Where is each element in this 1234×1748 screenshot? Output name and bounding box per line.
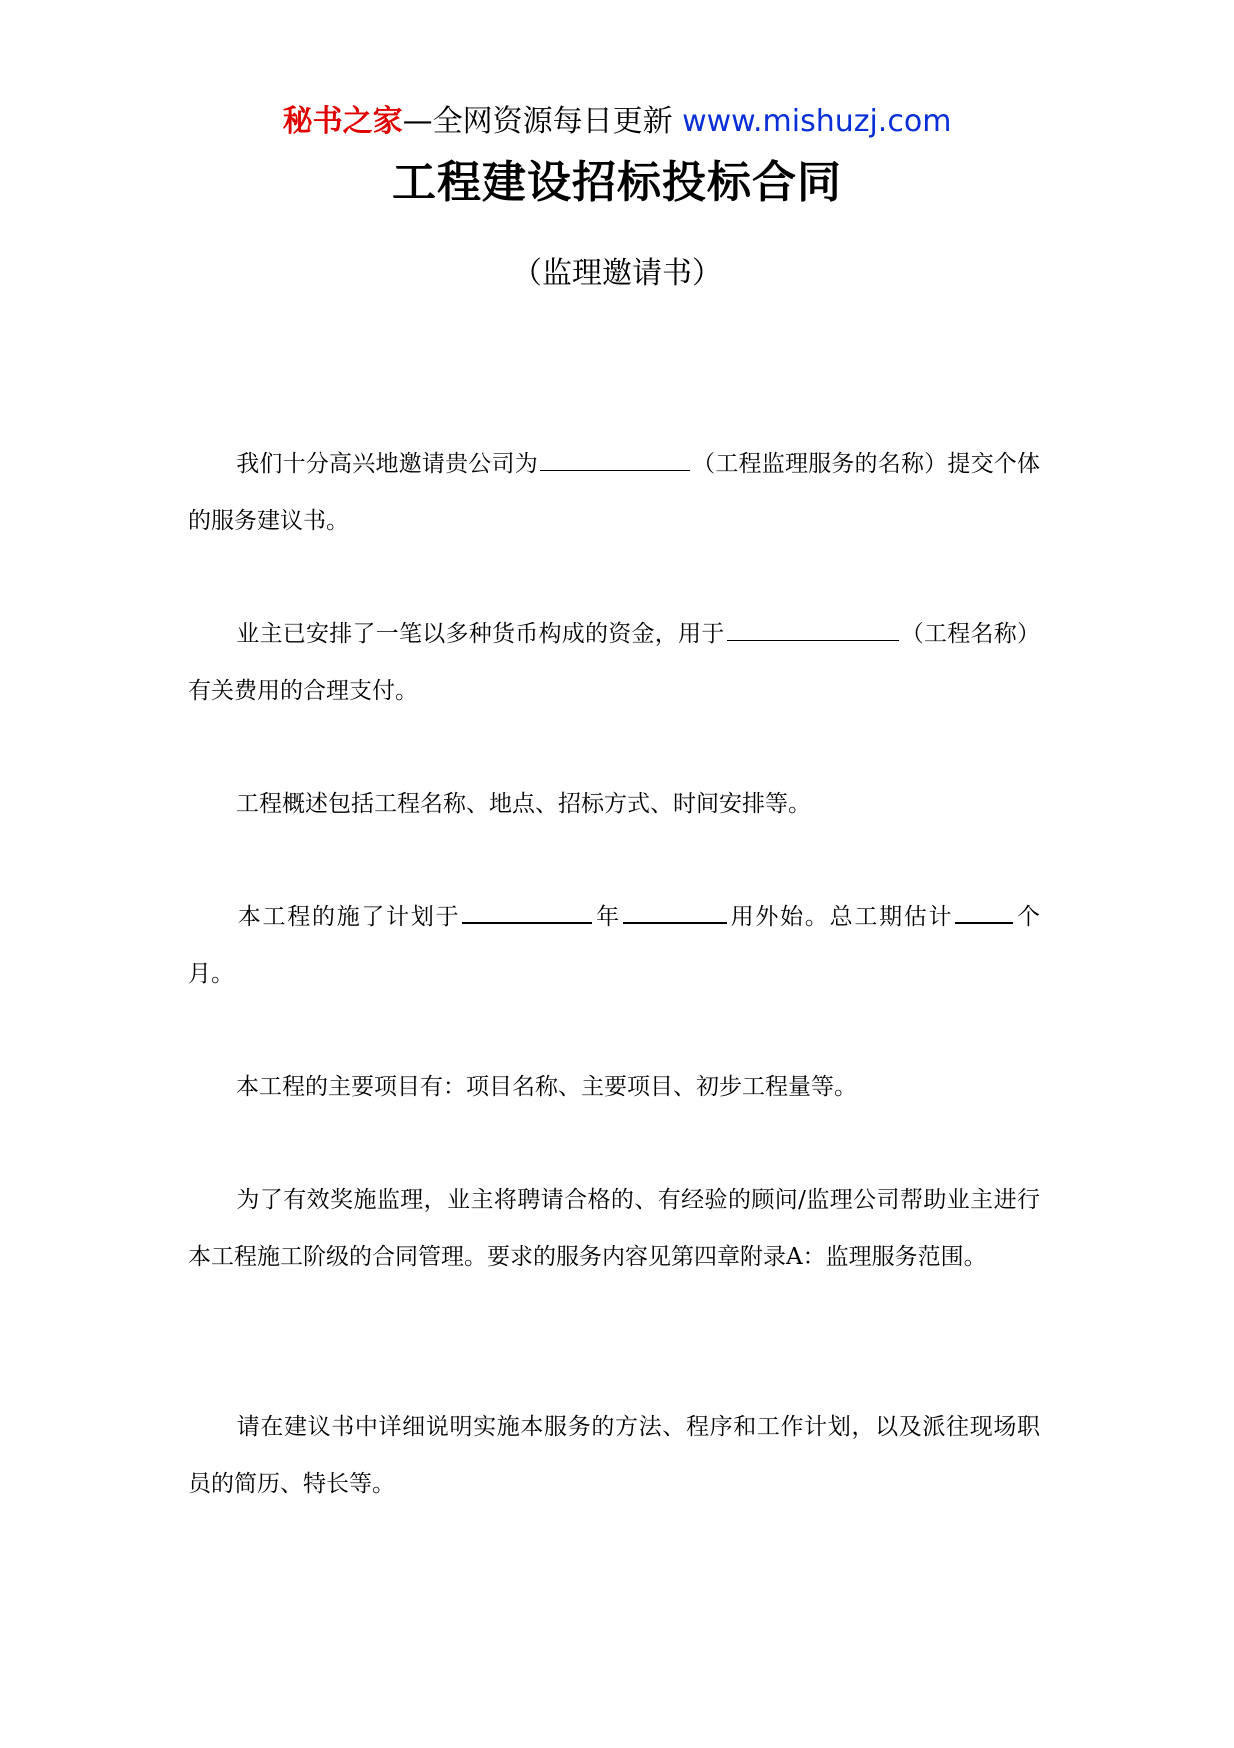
blank-year	[462, 902, 592, 924]
blank-project-name	[727, 620, 899, 641]
brand-name: 秘书之家	[282, 104, 403, 139]
paragraph-funding: 业主已安排了一笔以多种货币构成的资金，用于 （工程名称）有关费用的合理支付。	[188, 621, 1040, 704]
blank-month	[623, 902, 727, 924]
paragraph-proposal-details: 请在建议书中详细说明实施本服务的方法、程序和工作计划，以及派往现场职员的简历、特长等。	[188, 1414, 1040, 1497]
blank-duration	[955, 902, 1013, 924]
document-title: 工程建设招标投标合同	[392, 157, 842, 208]
document-subtitle: （监理邀请书）	[512, 256, 722, 291]
paragraph-schedule: 本工程的施了计划于 年 用外始。总工期估计 个月。	[188, 904, 1041, 987]
header-tagline: —全网资源每日更新	[402, 104, 673, 139]
blank-service-name	[540, 450, 690, 471]
site-header	[0, 100, 1234, 144]
site-url-link[interactable]: www.mishuzj.com	[672, 104, 952, 139]
paragraph-overview: 工程概述包括工程名称、地点、招标方式、时间安排等。	[236, 791, 811, 817]
paragraph-invitation: 我们十分高兴地邀请贵公司为 （工程监理服务的名称）提交个体的服务建议书。	[188, 451, 1041, 534]
paragraph-main-items: 本工程的主要项目有：项目名称、主要项目、初步工程量等。	[236, 1074, 857, 1100]
paragraph-supervision: 为了有效奖施监理，业主将聘请合格的、有经验的顾问/监理公司帮助业主进行本工程施工阶级的合同管理。要求的服务内容见第四章附录A：监理服务范围。	[188, 1187, 1040, 1270]
